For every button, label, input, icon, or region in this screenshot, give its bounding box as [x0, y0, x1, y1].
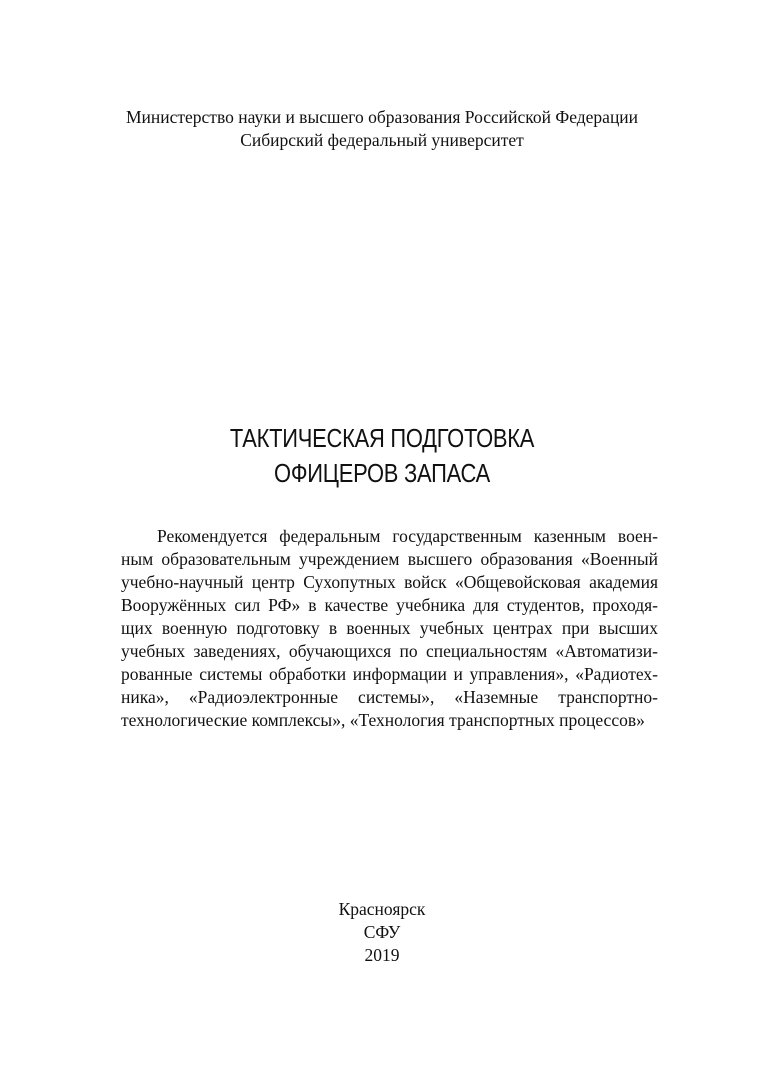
recommendation-line: учебно-научный центр Сухопутных войск «Общевойсковая академия — [121, 572, 658, 592]
recommendation-line: щих военную подготовку в военных учебных центрах при высших — [121, 618, 658, 638]
recommendation-line: учебных заведениях, обучающихся по специальностям «Автоматизи- — [121, 641, 658, 661]
recommendation-line: технологические комплексы», «Технология транспортных процессов» — [121, 710, 645, 730]
publisher-name: СФУ — [363, 922, 401, 942]
recommendation-paragraph — [121, 525, 658, 732]
publication-year: 2019 — [364, 945, 400, 965]
ministry-name: Министерство науки и высшего образования Российской Федерации — [125, 107, 639, 127]
book-title-line-1: ТАКТИЧЕСКАЯ ПОДГОТОВКА — [229, 425, 535, 453]
publication-city: Красноярск — [338, 899, 426, 919]
institution-header — [0, 106, 764, 152]
recommendation-line: Вооружённых сил РФ» в качестве учебника для студентов, проходя- — [121, 595, 658, 615]
recommendation-line: ника», «Радиоэлектронные системы», «Наземные транспортно- — [121, 687, 658, 707]
book-title-line-2: ОФИЦЕРОВ ЗАПАСА — [274, 460, 490, 488]
publication-imprint — [0, 898, 764, 967]
book-title — [53, 422, 710, 492]
recommendation-line: ным образовательным учреждением высшего образования «Военный — [121, 549, 658, 569]
recommendation-line: рованные системы обработки информации и управления», «Радиотех- — [121, 664, 658, 684]
university-name: Сибирский федеральный университет — [240, 130, 524, 150]
recommendation-line: Рекомендуется федеральным государственным казенным воен- — [157, 526, 658, 546]
